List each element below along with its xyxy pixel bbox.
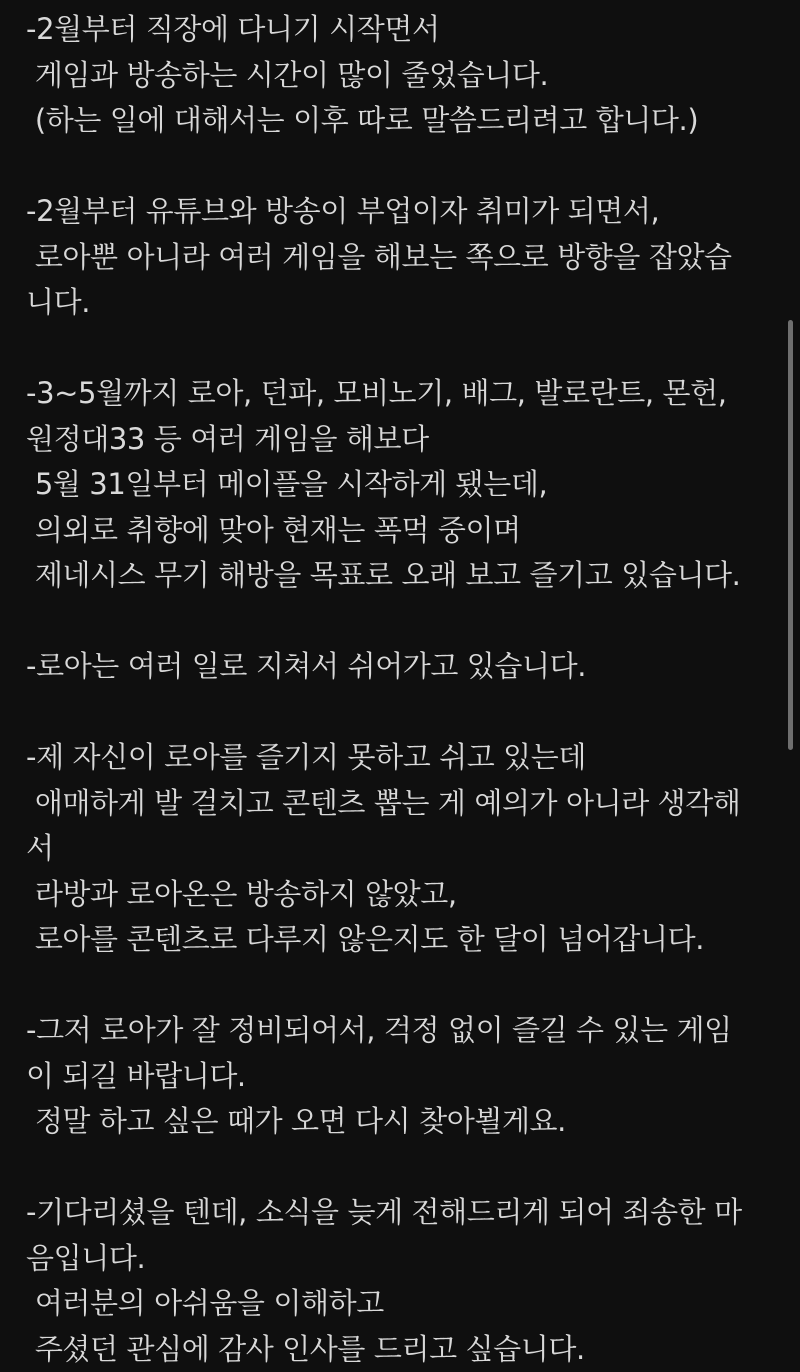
- text-line: (하는 일에 대해서는 이후 따로 말씀드리려고 합니다.): [26, 98, 774, 144]
- text-line: -제 자신이 로아를 즐기지 못하고 쉬고 있는데: [26, 735, 774, 781]
- text-line: -기다리셨을 텐데, 소식을 늦게 전해드리게 되어 죄송한 마: [26, 1190, 774, 1236]
- text-line: 여러분의 아쉬움을 이해하고: [26, 1281, 774, 1327]
- blank-line: [26, 144, 774, 190]
- text-line: 5월 31일부터 메이플을 시작하게 됐는데,: [26, 462, 774, 508]
- blank-line: [26, 1145, 774, 1191]
- post-body-text: [26, 7, 774, 1372]
- text-line: 이 되길 바랍니다.: [26, 1054, 774, 1100]
- text-line: 의외로 취향에 맞아 현재는 폭먹 중이며: [26, 508, 774, 554]
- text-line: 제네시스 무기 해방을 목표로 오래 보고 즐기고 있습니다.: [26, 553, 774, 599]
- text-line: 로아뿐 아니라 여러 게임을 해보는 쪽으로 방향을 잡았습: [26, 235, 774, 281]
- text-line: 주셨던 관심에 감사 인사를 드리고 싶습니다.: [26, 1327, 774, 1372]
- blank-line: [26, 599, 774, 645]
- blank-line: [26, 963, 774, 1009]
- text-line: -로아는 여러 일로 지쳐서 쉬어가고 있습니다.: [26, 644, 774, 690]
- text-line: 음입니다.: [26, 1236, 774, 1282]
- text-line: 원정대33 등 여러 게임을 해보다: [26, 417, 774, 463]
- text-line: 라방과 로아온은 방송하지 않았고,: [26, 872, 774, 918]
- text-line: 정말 하고 싶은 때가 오면 다시 찾아뵐게요.: [26, 1099, 774, 1145]
- text-line: 서: [26, 826, 774, 872]
- blank-line: [26, 690, 774, 736]
- blank-line: [26, 326, 774, 372]
- text-line: -2월부터 직장에 다니기 시작면서: [26, 7, 774, 53]
- text-line: 게임과 방송하는 시간이 많이 줄었습니다.: [26, 53, 774, 99]
- text-line: 애매하게 발 걸치고 콘텐츠 뽑는 게 예의가 아니라 생각해: [26, 781, 774, 827]
- text-line: -3~5월까지 로아, 던파, 모비노기, 배그, 발로란트, 몬헌,: [26, 371, 774, 417]
- text-line: 니다.: [26, 280, 774, 326]
- text-line: -2월부터 유튜브와 방송이 부업이자 취미가 되면서,: [26, 189, 774, 235]
- text-line: 로아를 콘텐츠로 다루지 않은지도 한 달이 넘어갑니다.: [26, 917, 774, 963]
- vertical-scrollbar[interactable]: [788, 320, 793, 750]
- text-line: -그저 로아가 잘 정비되어서, 걱정 없이 즐길 수 있는 게임: [26, 1008, 774, 1054]
